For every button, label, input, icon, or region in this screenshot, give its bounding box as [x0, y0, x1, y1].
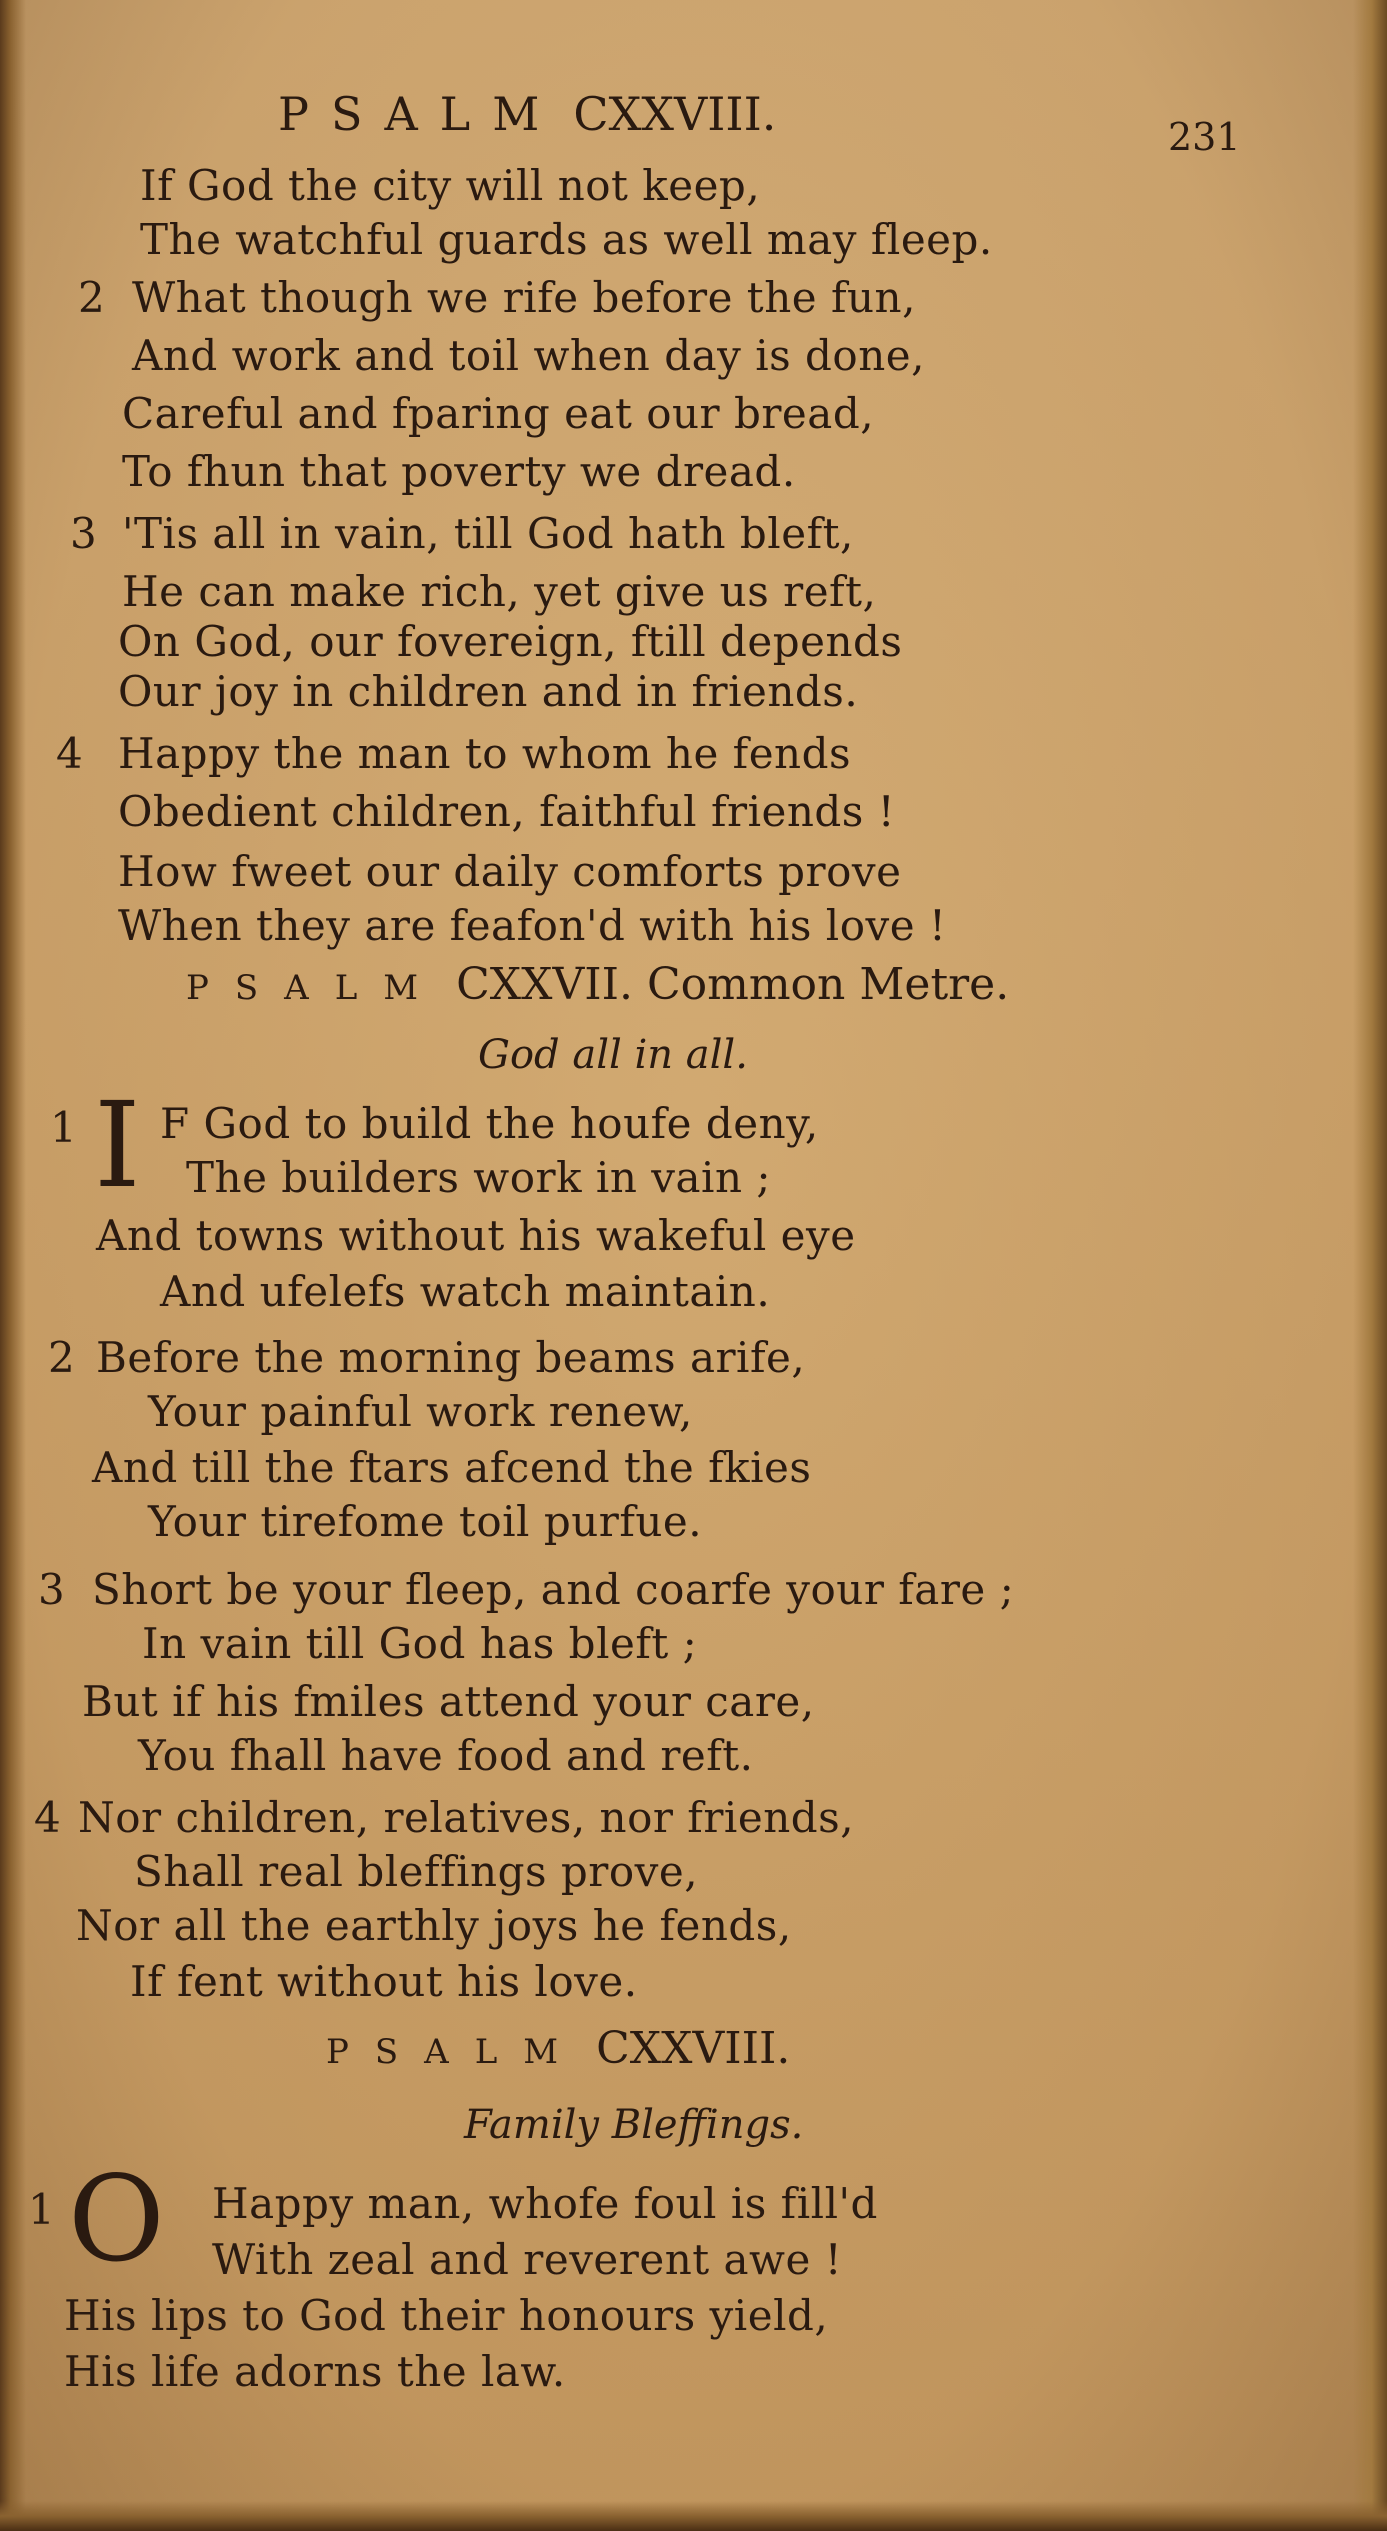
page-right-edge	[1353, 0, 1387, 2531]
verse-line: Short be your fleep, and coarfe your fare ;	[92, 1565, 1015, 1614]
stanza-number: 1	[28, 2185, 55, 2234]
verse-line: Obedient children, faithful friends !	[118, 787, 896, 836]
verse-line: His lips to God their honours yield,	[64, 2291, 829, 2340]
verse-line: With zeal and reverent awe !	[212, 2235, 843, 2284]
page-number: 231	[1168, 115, 1241, 159]
psalm-number: CXXVIII.	[596, 2023, 791, 2074]
verse-line: Nor children, relatives, nor friends,	[78, 1793, 855, 1842]
verse-line: If God the city will not keep,	[140, 161, 761, 210]
stanza-number: 2	[48, 1333, 75, 1382]
psalm-number-and-metre: CXXVII. Common Metre.	[456, 959, 1010, 1010]
verse-line: But if his fmiles attend your care,	[82, 1677, 815, 1726]
stanza-number: 1	[50, 1103, 77, 1152]
verse-line: The watchful guards as well may fleep.	[140, 215, 993, 264]
psalm-word: PSALM	[326, 2032, 585, 2072]
psalm-word: PSALM	[186, 968, 445, 1008]
stanza-number: 4	[56, 729, 83, 778]
verse-line: 'Tis all in vain, till God hath bleft,	[122, 509, 854, 558]
psalm-title	[326, 2022, 790, 2079]
verse-line: Happy the man to whom he fends	[118, 729, 852, 778]
verse-line: F God to build the houfe deny,	[160, 1099, 819, 1148]
verse-line: And till the ftars afcend the fkies	[92, 1443, 812, 1492]
verse-line: Careful and fparing eat our bread,	[122, 389, 875, 438]
drop-capital: O	[68, 2150, 165, 2288]
verse-line: And work and toil when day is done,	[132, 331, 925, 380]
verse-line: Your tirefome toil purfue.	[148, 1497, 703, 1546]
verse-line: To fhun that poverty we dread.	[122, 447, 796, 496]
verse-line: On God, our fovereign, ftill depends	[118, 617, 903, 666]
verse-line: Shall real bleffings prove,	[134, 1847, 699, 1896]
verse-line: What though we rife before the fun,	[132, 273, 916, 322]
psalm-subtitle: Family Bleffings.	[464, 2102, 804, 2148]
verse-line: He can make rich, yet give us reft,	[122, 567, 877, 616]
verse-line: Happy man, whofe foul is fill'd	[212, 2179, 878, 2228]
verse-line: His life adorns the law.	[64, 2347, 566, 2396]
verse-line: How fweet our daily comforts prove	[118, 847, 902, 896]
verse-line: When they are feafon'd with his love !	[118, 901, 947, 950]
verse-line: In vain till God has bleft ;	[142, 1619, 698, 1668]
stanza-number: 4	[34, 1793, 61, 1842]
running-header	[278, 86, 776, 142]
header-psalm-word: PSALM	[278, 87, 562, 141]
verse-line: And ufelefs watch maintain.	[160, 1267, 771, 1316]
psalm-subtitle: God all in all.	[478, 1032, 748, 1078]
verse-line: Before the morning beams arife,	[96, 1333, 806, 1382]
stanza-number: 2	[78, 273, 105, 322]
verse-line: Nor all the earthly joys he fends,	[76, 1901, 792, 1950]
page-left-edge	[0, 0, 26, 2531]
stanza-number: 3	[70, 509, 97, 558]
stanza-number: 3	[38, 1565, 65, 1614]
verse-line: And towns without his wakeful eye	[96, 1211, 856, 1260]
verse-line: Your painful work renew,	[148, 1387, 693, 1436]
verse-line: You fhall have food and reft.	[138, 1731, 754, 1780]
verse-line: The builders work in vain ;	[186, 1153, 771, 1202]
page-bottom-edge	[0, 2501, 1387, 2531]
psalm-title	[186, 958, 1009, 1015]
header-psalm-number: CXXVIII.	[573, 87, 777, 141]
verse-line: Our joy in children and in friends.	[118, 667, 859, 716]
drop-capital: I	[94, 1076, 141, 1214]
verse-line: If fent without his love.	[130, 1957, 638, 2006]
